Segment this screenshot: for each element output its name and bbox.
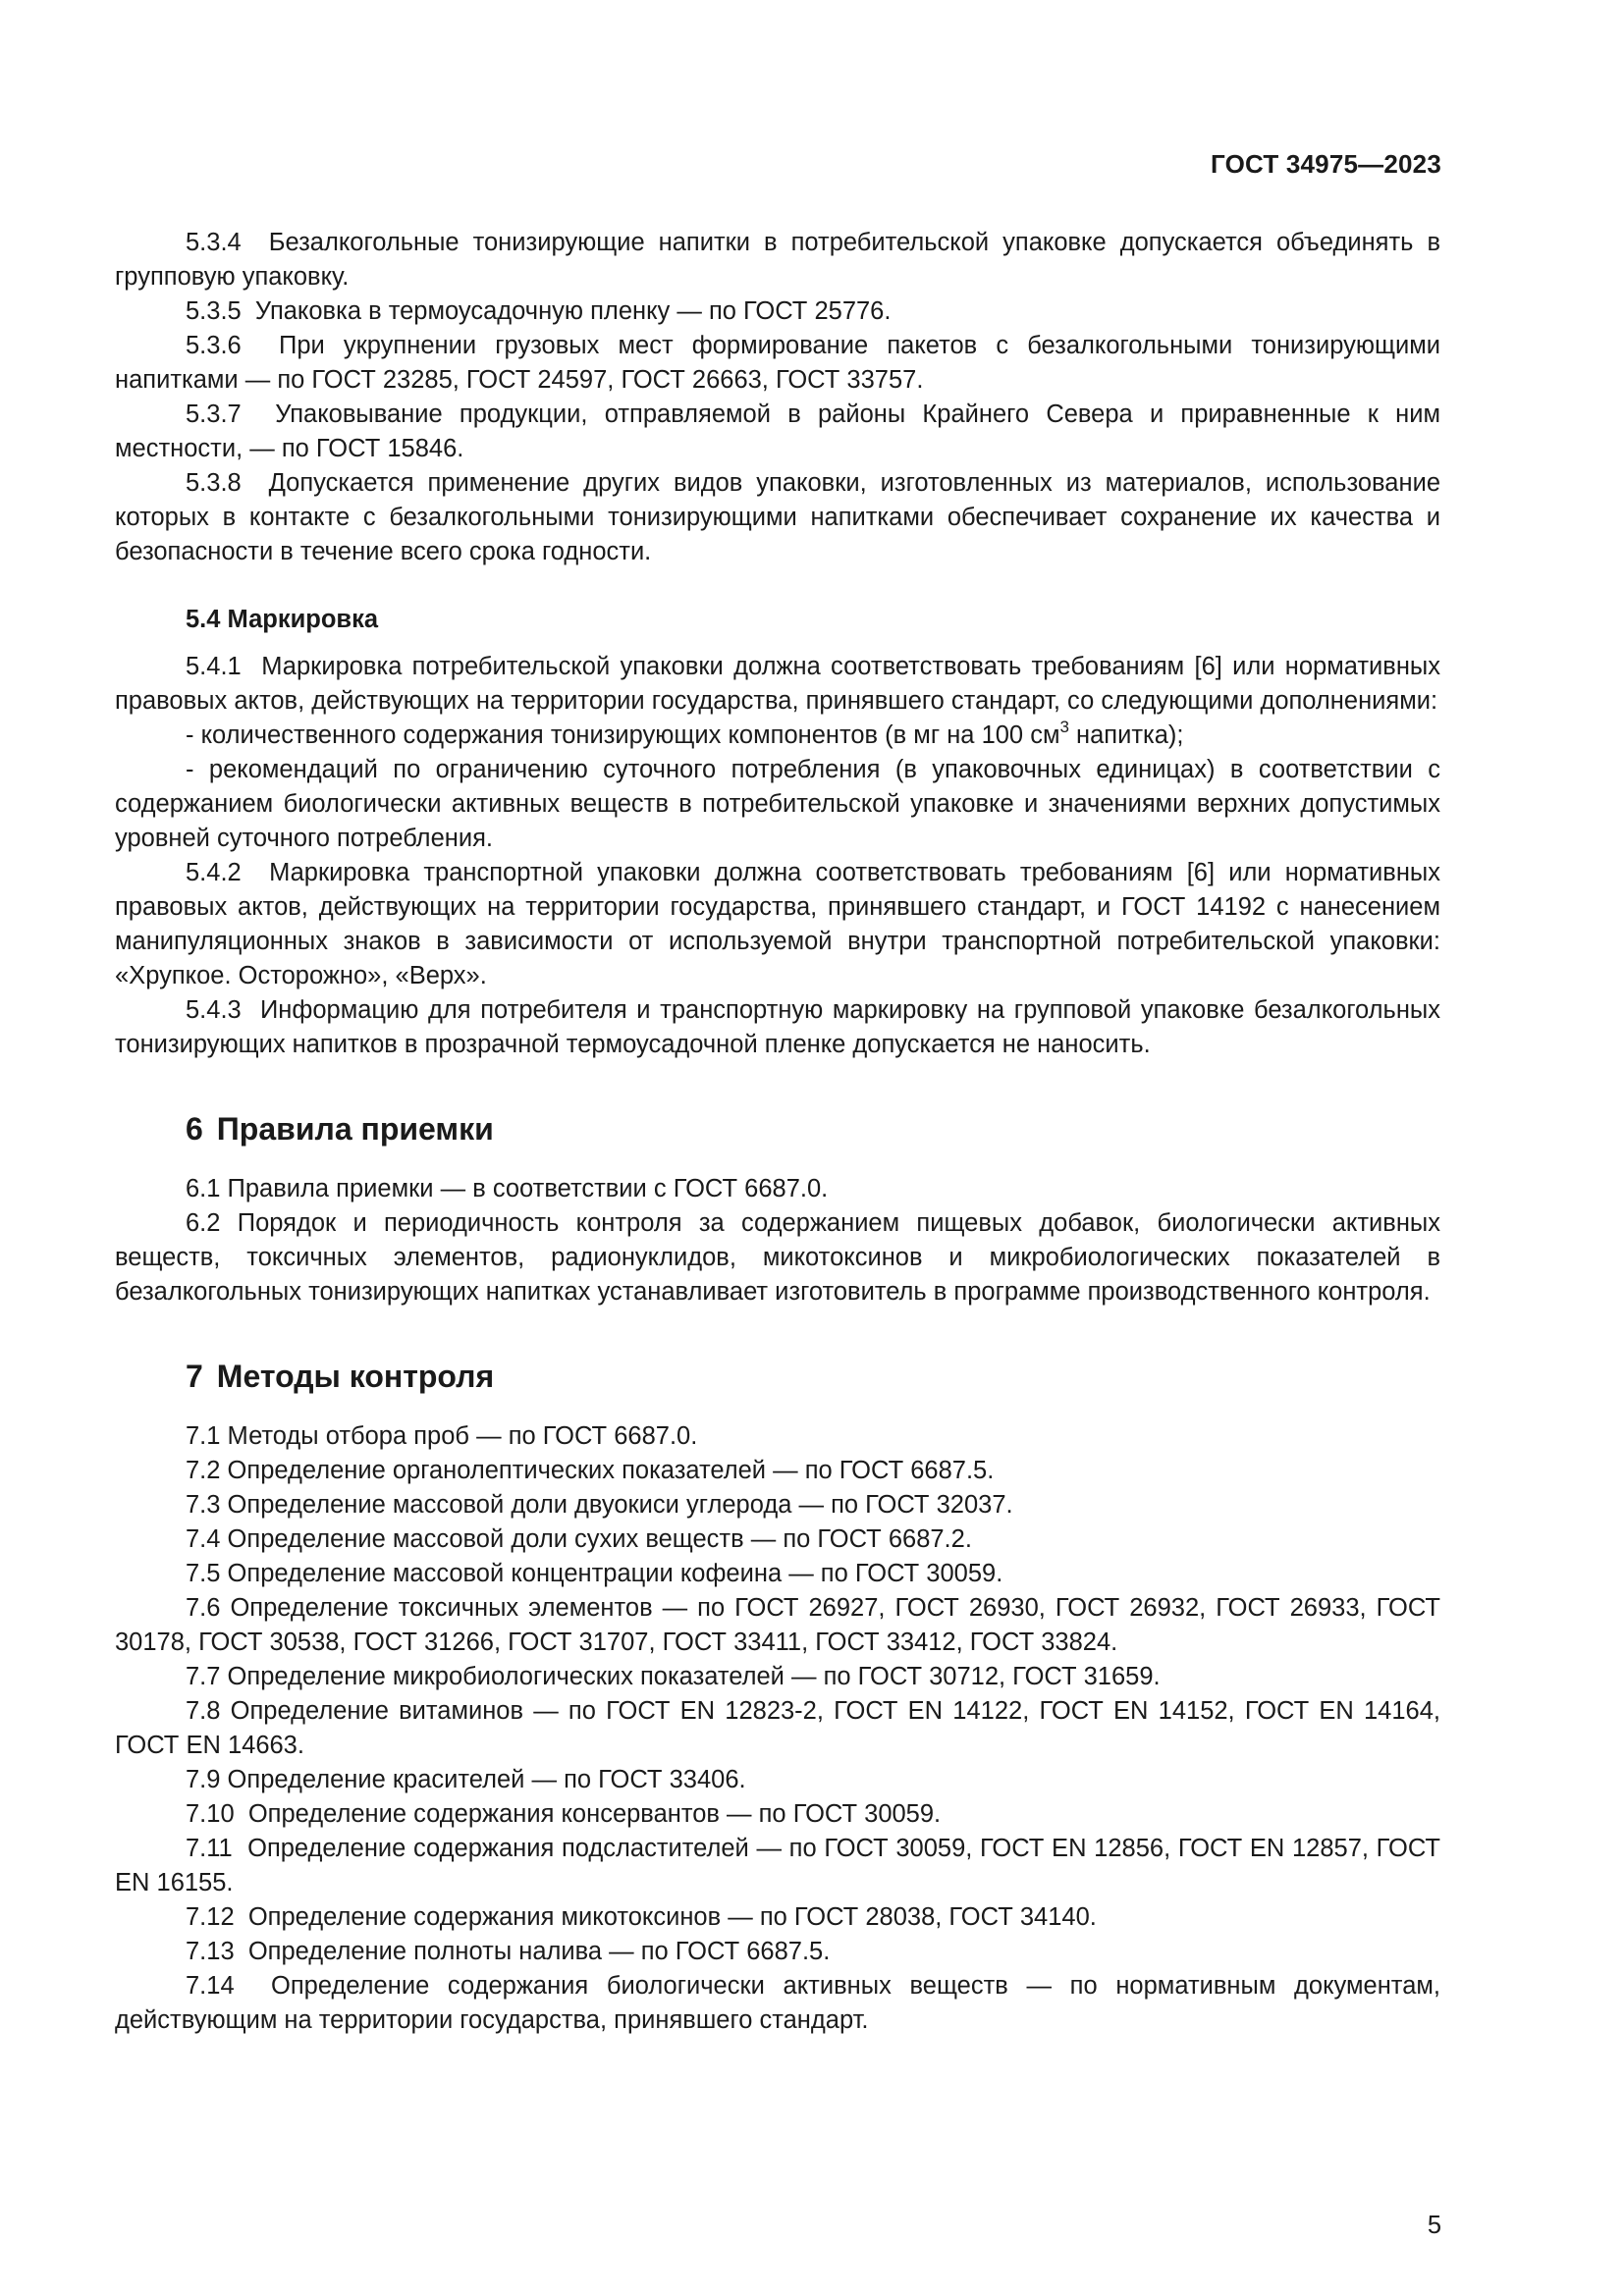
list-item-toning-content: - количественного содержания тонизирующих компонентов (в мг на 100 $см^3$ напитка); xyxy=(186,717,1184,749)
paragraph-5-3-5: 5.3.5 Упаковка в термоусадочную пленку — по ГОСТ 25776. xyxy=(186,297,892,325)
page-number: 5 xyxy=(1427,2212,1441,2239)
paragraph-7-13: 7.13 Определение полноты налива — по ГОСТ 6687.5. xyxy=(186,1938,831,1965)
paragraph-7-7: 7.7 Определение микробиологических показателей — по ГОСТ 30712, ГОСТ 31659. xyxy=(186,1663,1161,1690)
paragraph-7-3: 7.3 Определение массовой доли двуокиси углерода — по ГОСТ 32037. xyxy=(186,1491,1013,1519)
paragraph-7-5: 7.5 Определение массовой концентрации кофеина — по ГОСТ 30059. xyxy=(186,1560,1003,1587)
paragraph-5-3-7: 5.3.7 Упаковывание продукции, отправляемой в районы Крайнего Севера и приравненные к ним местности, — по ГОСТ 15846. xyxy=(115,400,1440,462)
paragraph-5-3-8: 5.3.8 Допускается применение других видов упаковки, изготовленных из материалов, использование которых в контакте с безалкогольными тонизирующими напитками обеспечивает сохранение их качества и безопасности в течение всего срока годности. xyxy=(115,469,1440,565)
paragraph-7-9: 7.9 Определение красителей — по ГОСТ 33406. xyxy=(186,1766,746,1793)
paragraph-5-3-6: 5.3.6 При укрупнении грузовых мест формирование пакетов с безалкогольными тонизирующими напитками — по ГОСТ 23285, ГОСТ 24597, ГОСТ 26663, ГОСТ 33757. xyxy=(115,332,1440,394)
paragraph-5-4-3: 5.4.3 Информацию для потребителя и транспортную маркировку на групповой упаковке безалкогольных тонизирующих напитков в прозрачной термоусадочной пленке допускается не наносить. xyxy=(115,996,1441,1058)
page-content xyxy=(115,226,1440,2038)
paragraph-7-10: 7.10 Определение содержания консервантов — по ГОСТ 30059. xyxy=(186,1800,942,1828)
paragraph-5-4-1: 5.4.1 Маркировка потребительской упаковки должна соответствовать требованиям [6] или нормативных правовых актов, действующих на территории государства, принявшего стандарт, со следующими дополнениями: xyxy=(115,653,1440,715)
paragraph-7-1: 7.1 Методы отбора проб — по ГОСТ 6687.0. xyxy=(186,1422,698,1450)
section-title-6: 6 Правила приемки xyxy=(186,1111,494,1147)
document-code-header: ГОСТ 34975—2023 xyxy=(1211,149,1441,179)
paragraph-6-1: 6.1 Правила приемки — в соответствии с ГОСТ 6687.0. xyxy=(186,1175,829,1202)
paragraph-7-12: 7.12 Определение содержания микотоксинов — по ГОСТ 28038, ГОСТ 34140. xyxy=(186,1903,1097,1931)
subsection-title-5-4: 5.4 Маркировка xyxy=(186,606,379,633)
paragraph-5-3-4: 5.3.4 Безалкогольные тонизирующие напитки в потребительской упаковке допускается объединять в групповую упаковку. xyxy=(115,229,1441,291)
paragraph-7-6: 7.6 Определение токсичных элементов — по ГОСТ 26927, ГОСТ 26930, ГОСТ 26932, ГОСТ 26933, ГОСТ 30178, ГОСТ 30538, ГОСТ 31266, ГОСТ 31707, ГОСТ 33411, ГОСТ 33412, ГОСТ 33824. xyxy=(115,1594,1440,1656)
paragraph-7-8: 7.8 Определение витаминов — по ГОСТ EN 12823-2, ГОСТ EN 14122, ГОСТ EN 14152, ГОСТ EN 14164, ГОСТ EN 14663. xyxy=(115,1697,1440,1759)
paragraph-7-11: 7.11 Определение содержания подсластителей — по ГОСТ 30059, ГОСТ EN 12856, ГОСТ EN 12857, ГОСТ EN 16155. xyxy=(115,1835,1440,1896)
paragraph-7-14: 7.14 Определение содержания биологически активных веществ — по нормативным документам, действующим на территории государства, принявшего стандарт. xyxy=(115,1972,1440,2034)
paragraph-5-4-2: 5.4.2 Маркировка транспортной упаковки должна соответствовать требованиям [6] или нормативных правовых актов, действующих на территории государства, принявшего стандарт, и ГОСТ 14192 с нанесением манипуляционных знаков в зависимости от используемой внутри транспортной потребительской упаковки: «Хрупкое. Осторожно», «Верх». xyxy=(115,859,1441,989)
paragraph-7-4: 7.4 Определение массовой доли сухих веществ — по ГОСТ 6687.2. xyxy=(186,1525,972,1553)
section-title-7: 7 Методы контроля xyxy=(186,1359,495,1394)
paragraph-7-2: 7.2 Определение органолептических показателей — по ГОСТ 6687.5. xyxy=(186,1457,995,1484)
paragraph-6-2: 6.2 Порядок и периодичность контроля за содержанием пищевых добавок, биологически активных веществ, токсичных элементов, радионуклидов, микотоксинов и микробиологических показателей в безалкогольных тонизирующих напитках устанавливает изготовитель в программе производственного контроля. xyxy=(115,1209,1440,1306)
list-item-daily-intake: - рекомендаций по ограничению суточного потребления (в упаковочных единицах) в соответствии с содержанием биологически активных веществ в потребительской упаковке и значениями верхних допустимых уровней суточного потребления. xyxy=(115,756,1440,852)
